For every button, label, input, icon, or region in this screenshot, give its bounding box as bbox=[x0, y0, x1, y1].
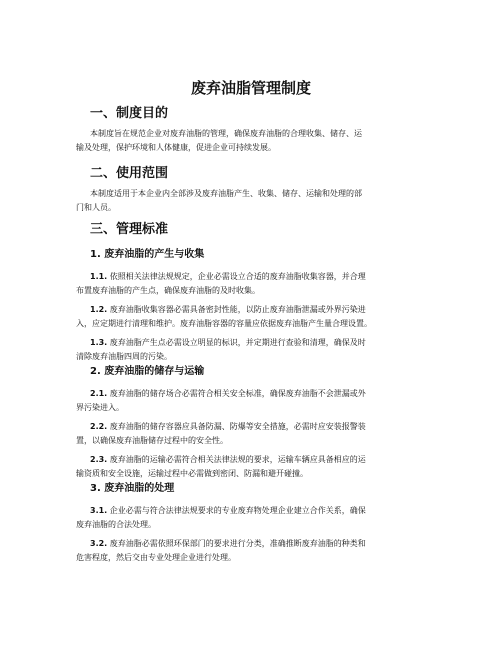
clause-text: 废弃油脂的储存场合必需符合相关安全标准，确保废弃油脂不会泄漏或外 bbox=[109, 389, 366, 398]
clause bbox=[76, 270, 417, 298]
clause-line: 清除废弃油脂四周的污染。 bbox=[76, 352, 172, 361]
clause bbox=[76, 387, 417, 415]
section-body-line: 门和人员。 bbox=[76, 203, 116, 212]
subsection-heading: 1. 废弃油脂的产生与收集 bbox=[90, 249, 205, 260]
section-purpose bbox=[76, 106, 417, 155]
subsection-generation bbox=[76, 248, 417, 364]
section-body-line: 本制度旨在规范企业对废弃油脂的管理，确保废弃油脂的合理收集、储存、运 bbox=[90, 129, 362, 138]
clause-number: 3.1. bbox=[90, 506, 108, 515]
clause bbox=[76, 303, 417, 331]
clause-line bbox=[90, 336, 417, 350]
clause-text: 废弃油脂收集容器必需具备密封性能，以防止废弃油脂泄漏或外界污染进 bbox=[109, 305, 366, 314]
clause-number: 1.2. bbox=[90, 305, 108, 314]
clause bbox=[76, 504, 417, 532]
clause-line: 废弃油脂的合法处理。 bbox=[76, 520, 156, 529]
subsection-heading: 2. 废弃油脂的储存与运输 bbox=[90, 366, 205, 377]
clause-line bbox=[90, 504, 417, 518]
section-heading: 一、制度目的 bbox=[90, 106, 169, 121]
section-heading: 二、使用范围 bbox=[90, 166, 169, 181]
clause-text: 依照相关法律法规规定，企业必需设立合适的废弃油脂收集容器，并合理 bbox=[109, 272, 366, 281]
clause-text: 废弃油脂产生点必需设立明显的标识，并定期进行查验和清理，确保及时 bbox=[109, 338, 366, 347]
clause-line bbox=[90, 303, 417, 317]
section-standards bbox=[90, 222, 417, 238]
section-heading: 三、管理标准 bbox=[90, 222, 169, 237]
subsection-storage bbox=[76, 365, 417, 481]
clause-line: 置，以确保废弃油脂储存过程中的安全性。 bbox=[76, 436, 228, 445]
clause-number: 1.1. bbox=[90, 272, 108, 281]
clause-line bbox=[90, 537, 417, 551]
subsection-processing bbox=[76, 482, 417, 565]
clause-number: 2.3. bbox=[90, 455, 108, 464]
clause bbox=[76, 336, 417, 364]
clause-line: 输资质和安全设施，运输过程中必需做到密闭、防漏和避开碰撞。 bbox=[76, 469, 308, 478]
clause-line: 布置废弃油脂的产生点，确保废弃油脂的及时收集。 bbox=[76, 286, 260, 295]
clause-number: 1.3. bbox=[90, 338, 108, 347]
document-title: 废弃油脂管理制度 bbox=[190, 79, 311, 97]
clause bbox=[76, 537, 417, 565]
clause-line bbox=[90, 270, 417, 284]
clause-number: 2.1. bbox=[90, 389, 108, 398]
clause-line: 危害程度，然后交由专业处理企业进行处理。 bbox=[76, 553, 236, 562]
clause-line: 入，应定期进行清理和维护。废弃油脂容器的容量应依据废弃油脂产生量合理设置。 bbox=[76, 319, 372, 328]
clause-text: 企业必需与符合法律法规要求的专业废弃物处理企业建立合作关系，确保 bbox=[109, 506, 366, 515]
section-body-line: 输及处理，保护环境和人体健康，促进企业可持续发展。 bbox=[76, 143, 276, 152]
clause-text: 废弃油脂必需依照环保部门的要求进行分类，准确推断废弃油脂的种类和 bbox=[109, 539, 366, 548]
clause-text: 废弃油脂的运输必需符合相关法律法规的要求，运输车辆应具备相应的运 bbox=[109, 455, 366, 464]
clause-number: 2.2. bbox=[90, 422, 108, 431]
section-body-line: 本制度适用于本企业内全部涉及废弃油脂产生、收集、储存、运输和处理的部 bbox=[90, 189, 362, 198]
clause bbox=[76, 420, 417, 448]
clause-line: 界污染进入。 bbox=[76, 403, 124, 412]
clause-text: 废弃油脂的储存容器应具备防漏、防爆等安全措施，必需时应安装报警装 bbox=[109, 422, 366, 431]
subsection-heading: 3. 废弃油脂的处理 bbox=[90, 483, 175, 494]
clause-line bbox=[90, 387, 417, 401]
clause-line bbox=[90, 420, 417, 434]
clause-line bbox=[90, 453, 417, 467]
section-scope bbox=[76, 166, 417, 215]
clause-number: 3.2. bbox=[90, 539, 108, 548]
clause bbox=[76, 453, 417, 481]
